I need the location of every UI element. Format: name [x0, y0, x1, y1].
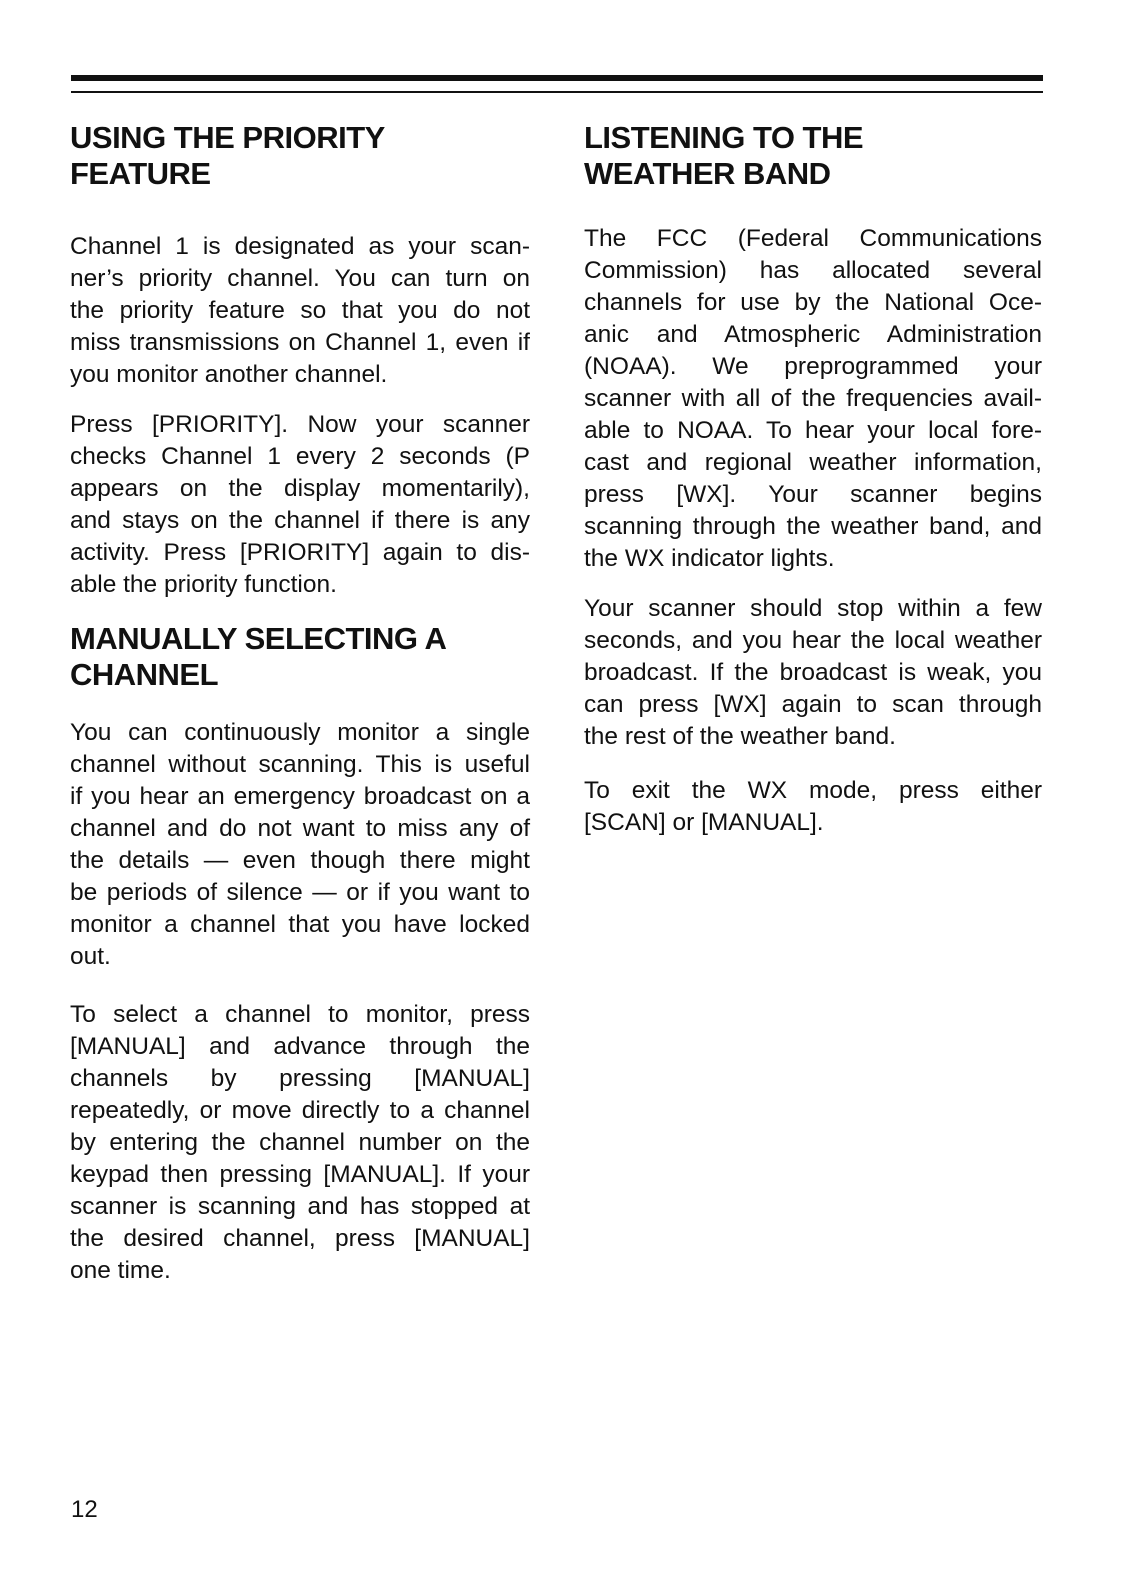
priority-paragraph-1: Channel 1 is designated as your scan- ner’s priority channel. You can turn on the priority feature so that you do not miss transmissions on Channel 1, even if you monitor another channel.	[70, 233, 530, 388]
header-rule-thick	[71, 75, 1043, 81]
manual-heading: MANUALLY SELECTING A CHANNEL	[70, 621, 447, 692]
priority-heading: USING THE PRIORITY FEATURE	[70, 120, 385, 191]
left-column	[70, 120, 530, 1287]
weather-heading: LISTENING TO THE WEATHER BAND	[584, 120, 864, 191]
right-column	[584, 120, 1042, 839]
manual-paragraph-2: To select a channel to monitor, press [MANUAL] and advance through the channels by pressing [MANUAL] repeatedly, or move directly to a channel by entering the channel number on the keypad then pressing [MANUAL]. If your scanner is scanning and has stopped at the desired channel, press [MANUAL] one time.	[70, 1001, 530, 1284]
priority-paragraph-2: Press [PRIORITY]. Now your scanner checks Channel 1 every 2 seconds (P appears on the display momentarily), and stays on the channel if there is any activity. Press [PRIORITY] again to dis- able the priority function.	[70, 411, 530, 598]
header-rule-thin	[71, 91, 1043, 93]
weather-paragraph-1: The FCC (Federal Communications Commission) has allocated several channels for use by the National Oce- anic and Atmospheric Administration (NOAA). We preprogrammed your scanner with all of the frequencies avail- able to NOAA. To hear your local fore- cast and regional weather information, press [WX]. Your scanner begins scanning through the weather band, and the WX indicator lights.	[584, 225, 1042, 572]
page-number: 12	[71, 1496, 98, 1523]
weather-paragraph-3: To exit the WX mode, press either [SCAN] or [MANUAL].	[584, 777, 1042, 836]
weather-paragraph-2: Your scanner should stop within a few seconds, and you hear the local weather broadcast. If the broadcast is weak, you can press [WX] again to scan through the rest of the weather band.	[584, 595, 1042, 750]
manual-paragraph-1: You can continuously monitor a single channel without scanning. This is useful if you hear an emergency broadcast on a channel and do not want to miss any of the details — even though there might be periods of silence — or if you want to monitor a channel that you have locked out.	[70, 719, 530, 970]
